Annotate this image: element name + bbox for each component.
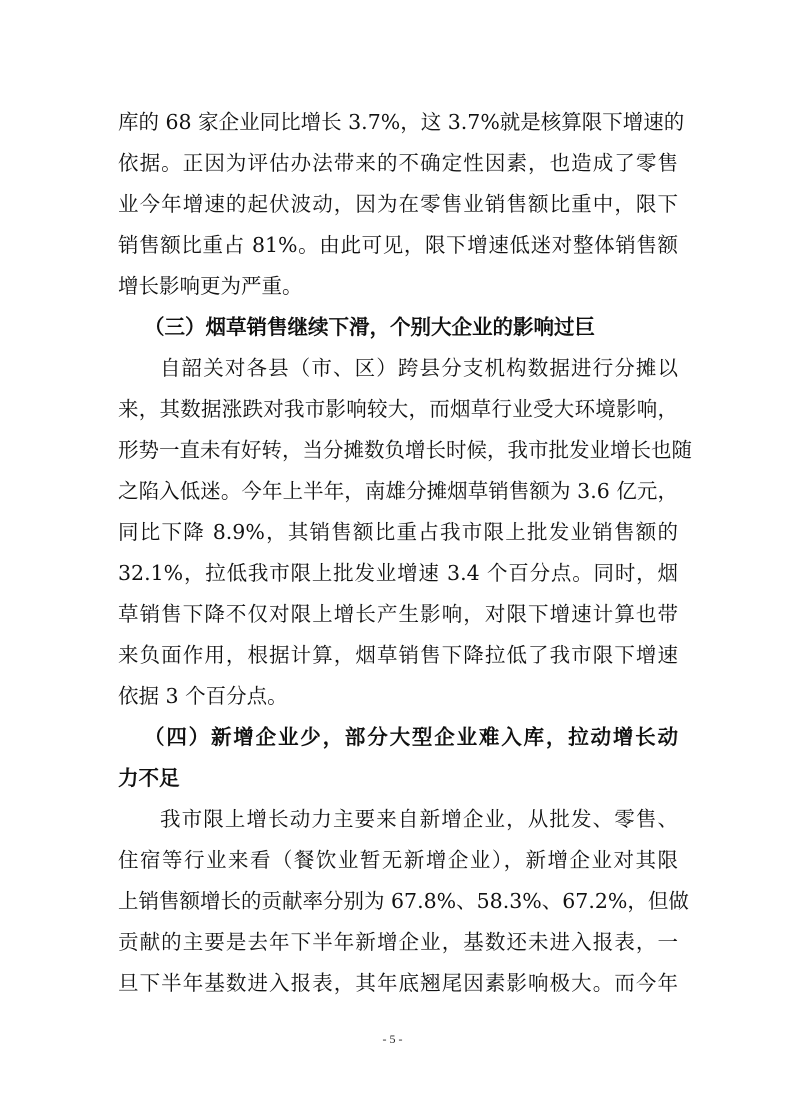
body-text-line: 库的 68 家企业同比增长 3.7%，这 3.7%就是核算限下增速的	[118, 110, 685, 134]
section-4-heading: （四）新增企业少，部分大型企业难入库，拉动增长动	[144, 725, 678, 749]
page-number: - 5 -	[382, 1032, 403, 1046]
section-4-text-line: 住宿等行业来看（餐饮业暂无新增企业），新增企业对其限	[118, 848, 678, 872]
body-text-line: 销售额比重占 81%。由此可见，限下增速低迷对整体销售额	[118, 233, 678, 257]
section-3-text-line: 依据 3 个百分点。	[118, 684, 288, 708]
body-text-line: 依据。正因为评估办法带来的不确定性因素，也造成了零售	[118, 151, 678, 175]
section-3-text-line: 来负面作用，根据计算，烟草销售下降拉低了我市限下增速	[118, 643, 678, 667]
body-text-line: 业今年增速的起伏波动，因为在零售业销售额比重中，限下	[118, 192, 678, 216]
section-3-text-line: 同比下降 8.9%，其销售额比重占我市限上批发业销售额的	[118, 520, 678, 544]
section-3-text-line: 之陷入低迷。今年上半年，南雄分摊烟草销售额为 3.6 亿元，	[118, 479, 678, 503]
section-4-text-line: 贡献的主要是去年下半年新增企业，基数还未进入报表，一	[118, 930, 678, 954]
body-text-line: 增长影响更为严重。	[118, 274, 303, 298]
section-3-text-line: 形势一直未有好转，当分摊数负增长时候，我市批发业增长也随	[118, 438, 692, 462]
section-3-text-line: 来，其数据涨跌对我市影响较大，而烟草行业受大环境影响，	[118, 397, 678, 421]
section-4-heading-continued: 力不足	[118, 766, 180, 790]
section-4-text-line: 上销售额增长的贡献率分别为 67.8%、58.3%、67.2%，但做	[118, 889, 689, 913]
section-3-text-line: 草销售下降不仅对限上增长产生影响，对限下增速计算也带	[118, 602, 678, 626]
section-3-text-line: 32.1%，拉低我市限上批发业增速 3.4 个百分点。同时，烟	[118, 561, 678, 585]
section-4-text-line: 我市限上增长动力主要来自新增企业，从批发、零售、	[160, 807, 678, 831]
section-3-heading: （三）烟草销售继续下滑，个别大企业的影响过巨	[144, 315, 595, 339]
section-4-text-line: 旦下半年基数进入报表，其年底翘尾因素影响极大。而今年	[118, 971, 678, 995]
section-3-text-line: 自韶关对各县（市、区）跨县分支机构数据进行分摊以	[160, 356, 678, 380]
